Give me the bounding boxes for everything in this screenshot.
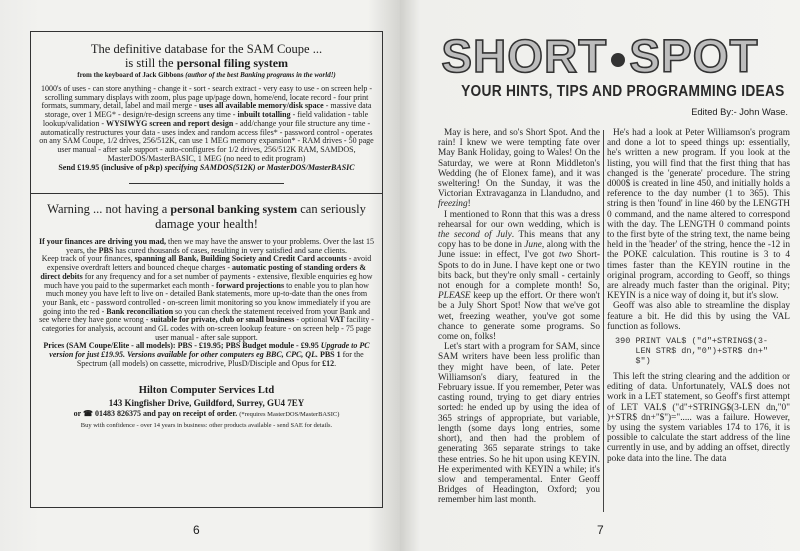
buy-line: Buy with confidence - over 14 years in business: other products available - send SAE for details. — [80, 421, 333, 429]
text-run: ! — [467, 199, 471, 210]
text-run: Prices (SAM Coupe/Elite - all models): PBS - £19.95; PBS Budget module - £9.95 — [43, 341, 319, 351]
page-number-right: 7 — [597, 523, 604, 537]
text-run: - avoid expensive overdraft letters and bounced cheque charges - — [46, 254, 372, 273]
text-run: Geoff was also able to streamline the display feature a bit. He did this by using the VAL function as follows. — [607, 301, 790, 332]
text-run: forward projections — [216, 280, 285, 290]
text-run: May is here, and so's Short Spot. And the rain! I knew we were tempting fate over May Bank Holiday, going to Wales! On the Saturday, we were at Ronn Middleton's Wedding (he of Elonex fame), and it was sweltering! On the Sunday, it was the Victorian Extravaganza in Llandudno, and — [438, 128, 600, 200]
short-spot-logo — [440, 30, 760, 82]
ad2-body — [38, 255, 375, 342]
paragraph — [607, 301, 790, 332]
text-run: - optional — [294, 315, 330, 325]
text-run: has cured thousands of cases, resulting in very satisfied and sane clients. — [113, 245, 348, 255]
ad2 — [31, 202, 382, 430]
text-run: This left the string clearing and the addition or editing of data. Unfortunately, VAL$ does not work in a LET statement, so Geoff's first attempt of LET VAL$ ("d"+STRING$(3-LEN dn,"0" )+STR$ dn+"$")="..... was a failure. However, by using the system variables 174 to 176, it is possible to calculate the start address of the line currently in use, and by adding an offset, directly poke data into the line. The data — [607, 372, 790, 464]
text-run: Short-Spots to do in June. I have kept one or two bits back, but they're only small - certainly not enough for a complete month! So, — [438, 250, 600, 292]
text-run: freezing — [438, 199, 468, 210]
ad2-prices — [38, 342, 375, 368]
text-run: Keep track of your finances, — [41, 254, 135, 264]
text-run: If your finances are driving you mad, — [39, 237, 167, 247]
ad1-headline — [31, 42, 382, 70]
text-run: from the keyboard of Jack Gibbons — [77, 71, 186, 79]
ad1-body — [38, 85, 375, 163]
ad2-headline-pre: Warning ... not having a — [47, 202, 171, 217]
code-listing: 390 PRINT VAL$ ("d"+STRING$(3- LEN STR$ dn,"0")+STR$ dn+" $") — [615, 336, 769, 367]
telephone-text: or ☎ 01483 826375 and pay on receipt of order. — [73, 408, 238, 418]
paragraph — [607, 128, 790, 301]
paragraph — [438, 342, 600, 505]
right-page — [400, 0, 800, 551]
ad1-product-name: personal filing system — [176, 56, 289, 70]
ad1-divider — [129, 183, 284, 184]
text-run: , along with the June issue: in effect, I've got — [438, 240, 600, 261]
article-column-2 — [607, 128, 790, 464]
text-run: I mentioned to Ronn that this was a dress rehearsal for our own wedding, which is — [438, 209, 600, 230]
ad2-intro — [38, 238, 375, 255]
text-run: 1000's of uses - can store anything - change it - sort - search extract - very easy to use - on screen help - scrolling summary displays with zoom, plus page up/page down, home/end, locate record - four print formats, summary, detail, label and mail merge - — [40, 84, 373, 111]
text-run: Upgrade to PC version for just £19.95. Versions available for other computers eg BBC, CPC, QL. — [49, 341, 370, 360]
text-run: VAT — [329, 315, 345, 325]
section-subtitle: YOUR HINTS, TIPS AND PROGRAMMING IDEAS — [461, 83, 785, 100]
company-address: 143 Kingfisher Drive, Guildford, Surrey, GU4 7EY — [108, 397, 305, 408]
ad1-send — [38, 164, 375, 173]
text-run: Let's start with a program for SAM, since SAM writers have been less prolific than they might have been, of late. Peter Williamson's diary, featured in the February issue. If you remember, Peter was casting round, trying to get diary entries sorted: he ended up by using the idea of 365 strings of appropriate, but variable, length (some days long entries, some short), and then had the problem of generating 365 separate strings to take these entries. So he hit upon using KEYIN. He experimented with KEYIN a while; it's slow and temperamental. Enter Geoff Bridges of Headington, Oxford; you remember him last month. — [438, 342, 600, 506]
article-column-1 — [438, 128, 600, 506]
text-run: uses all available memory/disk space — [198, 101, 324, 111]
phone-note: (*requires MasterDOS/MasterBASIC) — [239, 410, 340, 418]
company-name: Hilton Computer Services Ltd — [138, 384, 275, 396]
editor-credit: Edited By:- John Wase. — [691, 107, 788, 117]
text-run: inbuilt totalling — [237, 110, 291, 120]
logo-short: SHORT — [441, 30, 608, 82]
text-run: PLEASE — [438, 291, 471, 302]
text-run: for any frequency and for a set number of payments - extensive, flexible enquiries eg how much have you paid to the supermarket each month - — [44, 271, 373, 290]
ad2-product-name: personal banking system — [170, 202, 298, 217]
text-run: suitable for private, club or small business — [150, 315, 295, 325]
text-run: (author of the best Banking programs in the world!) — [185, 71, 336, 79]
text-run: automatic posting of standing orders & direct debits — [40, 263, 367, 281]
text-run: facility - categories for analysis, account and GL codes with on-screen lookup feature - on screen help - 75 page user manual - after sale support. — [42, 315, 374, 342]
text-run: June — [524, 240, 542, 251]
logo-spot: SPOT — [629, 30, 759, 82]
text-run: - massive data storage, over 1 MEG* - design/re-design screens any time - — [44, 101, 372, 120]
page-number-left: 6 — [193, 523, 200, 537]
ad2-headline — [31, 202, 382, 231]
text-run: He's had a look at Peter Williamson's program and done a lot to speed things up: essentially, he's written a new program. If you look at the listing, you will find that the first thing that has changed is the 'generate' procedure. The string d000$ is created in line 450, and initially holds a reference to the day number (1 to 365). This string is then 'found' in line 460 by the LENGTH 0 command, and the name altered to correspond with the day. The LENGTH 0 command points to the first byte of the string text, the name being held in the 'header' of the string, hence the -12 in the POKE calculation. This routine is 3 to 4 times faster than the KEYIN routine in the original program, according to Geoff, so things are already much faster than the original. Pity; KEYIN is a nice way of doing it, but it's slow. — [607, 128, 790, 302]
text-run: to enable you to plan how much money you have left to live on - detailed Bank statements, more up-to-date than the ones from your Bank, etc - password controlled - on-screen limit monitoring so you know immediately if you are going into the red - — [42, 280, 371, 316]
text-run: spanning all Bank, Building Society and Credit Card accounts — [134, 254, 347, 264]
text-run: PBS — [98, 245, 114, 255]
text-run: specifying SAMDOS(512K) or MasterDOS/MasterBASIC — [164, 163, 355, 173]
text-run: - add/change your file structure any time - automatically restructures your data - uses index and random access files* - password control - operates on any SAM Coupe, 1/2 drives, 256/512K, can use 1 MEG memory expansion* - RAM drives - 50 page user manual - after sale support - auto-configures for 1/2 drives, 256/512K RAM, SAMDOS, MasterDOS/MasterBASIC, 1 MEG (no need to edit program) — [39, 118, 374, 163]
text-run: then we may have the answer to your problems. Over the last 15 years, the — [65, 237, 374, 255]
ad-separator — [30, 193, 383, 194]
text-run: Send £19.95 (inclusive of p&p) — [58, 163, 165, 173]
paragraph — [438, 210, 600, 343]
text-run: the second of July — [438, 230, 512, 241]
text-run: PBS 1 — [319, 350, 341, 360]
phone-line — [31, 409, 382, 420]
text-run: so you can check the statement received from your Bank and see where they have gone wrong - — [39, 306, 371, 325]
text-run: WYSIWYG screen and report design — [106, 118, 234, 128]
text-run: for the Spectrum (all models) on cassette, microdrive, PlusD/Disciple and Opus for — [76, 350, 364, 368]
ad1-headline-line1: The definitive database for the SAM Coupe ... — [90, 42, 323, 56]
text-run: - field validation - table lookup/validation - — [42, 110, 369, 128]
text-run: . — [334, 358, 337, 368]
logo-dot-icon — [611, 53, 625, 67]
paragraph — [607, 372, 790, 464]
ad1-headline-pre: is still the — [124, 56, 177, 70]
col2-part-b — [607, 372, 790, 464]
advert-box — [30, 31, 383, 508]
text-run: keep up the effort. Or there won't be a July Short Spot! Now that we've got wet, freezing weather, you've got some chance to generate some programs. So come on, folks! — [438, 291, 600, 343]
text-run: . This means that any copy has to be done in — [438, 230, 600, 251]
text-run: Bank reconciliation — [106, 306, 174, 316]
col2-part-a — [607, 128, 790, 332]
column-divider — [603, 130, 604, 512]
paragraph — [438, 128, 600, 210]
text-run: £12 — [322, 358, 335, 368]
text-run: two — [558, 250, 573, 261]
ad1-subline — [31, 71, 382, 80]
ad2-headline-post: can seriously damage your health! — [155, 202, 366, 231]
